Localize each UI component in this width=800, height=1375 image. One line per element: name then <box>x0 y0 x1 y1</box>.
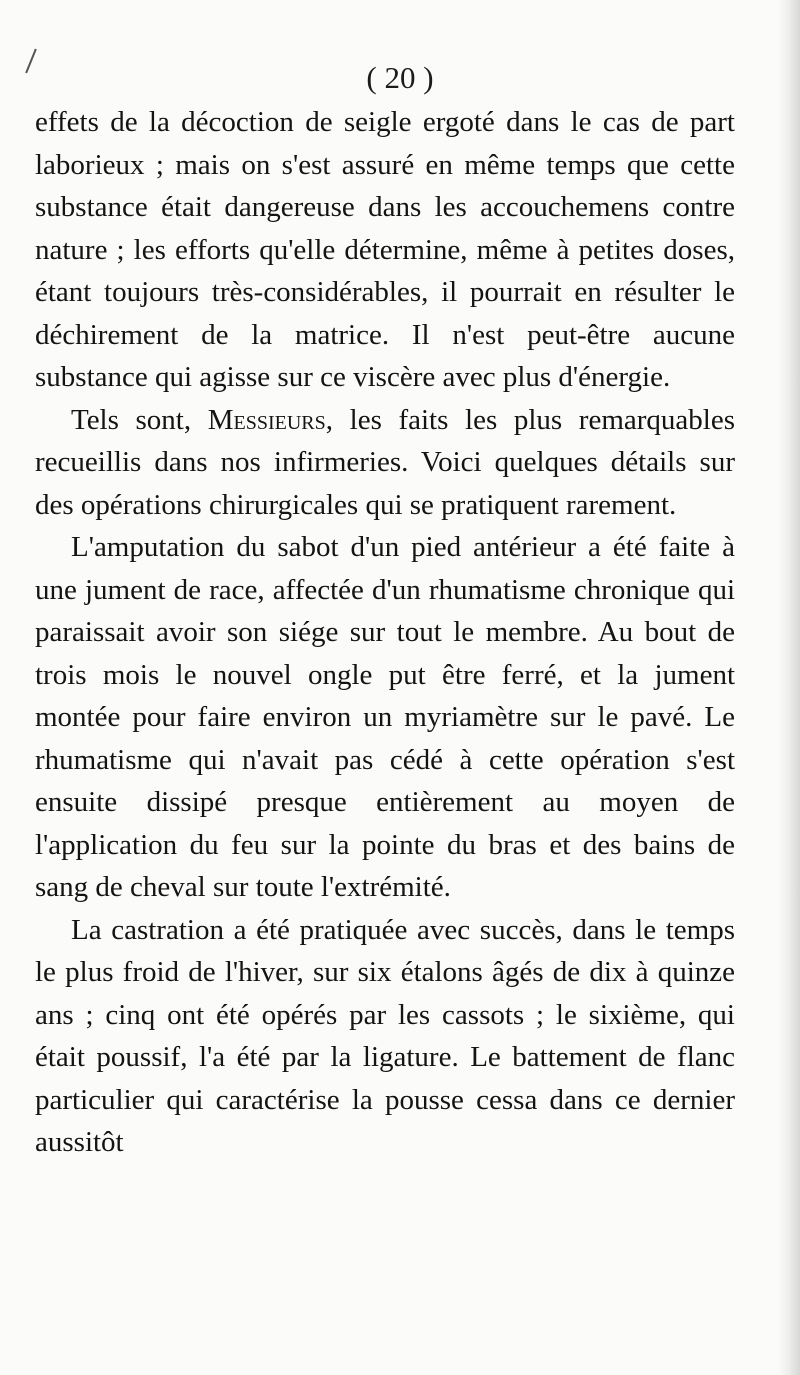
page-number: ( 20 ) <box>366 60 434 95</box>
paragraph-1: effets de la décoction de seigle ergoté dans le cas de part laborieux ; mais on s'est assuré en même temps que cette substance était dangereuse dans les accouchemens contre nature ; les efforts qu'elle détermine, même à petites doses, étant toujours très-considérables, il pourrait en résulter le déchirement de la matrice. Il n'est peut-être aucune substance qui agisse sur ce viscère avec plus d'énergie. <box>35 106 735 393</box>
page-gutter-shadow <box>778 0 800 1375</box>
paragraph-3: L'amputation du sabot d'un pied antérieur a été faite à une jument de race, affectée d'un rhumatisme chronique qui paraissait avoir son siége sur tout le membre. Au bout de trois mois le nouvel ongle put être ferré, et la jument montée pour faire environ un myriamètre sur le pavé. Le rhumatisme qui n'avait pas cédé à cette opération s'est ensuite dissipé presque entièrement au moyen de l'application du feu sur la pointe du bras et des bains de sang de cheval sur toute l'extrémité. <box>35 531 735 903</box>
paragraph-2-start: Tels sont, <box>71 403 208 436</box>
paragraph-4: La castration a été pratiquée avec succès, dans le temps le plus froid de l'hiver, sur six étalons âgés de dix à quinze ans ; cinq ont été opérés par les cassots ; le sixième, qui était poussif, l'a été par la ligature. Le battement de flanc particulier qui caractérise la pousse cessa dans ce dernier aussitôt <box>35 913 735 1158</box>
paragraph-2-rest: , les faits les plus remarquables recueillis dans nos infirmeries. Voici quelques détails sur des opérations chirurgicales qui se pratiquent rarement. <box>35 403 736 521</box>
paragraph-2 <box>35 399 735 527</box>
page-text <box>35 101 735 1164</box>
addressee-smallcaps: Messieurs <box>207 403 326 436</box>
